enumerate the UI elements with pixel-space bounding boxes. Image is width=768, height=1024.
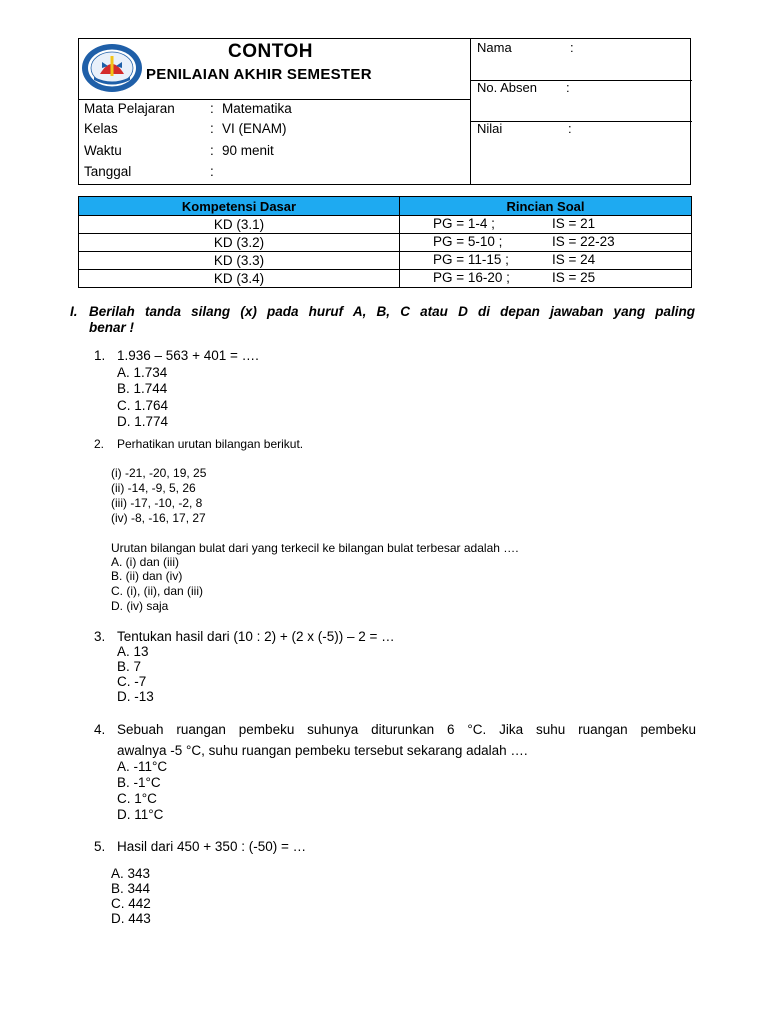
field-sep: : xyxy=(210,121,214,136)
instruction-line-1: Berilah tanda silang (x) pada huruf A, B, C atau D di depan jawaban yang paling xyxy=(89,304,695,319)
answer-option[interactable]: D. 443 xyxy=(111,911,151,926)
answer-option[interactable]: B. 1.744 xyxy=(117,381,168,396)
answer-option[interactable]: A. 343 xyxy=(111,866,151,881)
pg-range: PG = 16-20 ; xyxy=(433,270,510,285)
kd-table-header-kd: Kompetensi Dasar xyxy=(79,197,400,216)
question-text: Perhatikan urutan bilangan berikut. xyxy=(117,437,304,451)
instruction-line-2: benar ! xyxy=(89,320,135,335)
answer-option[interactable]: D. 1.774 xyxy=(117,414,169,429)
document-subtitle: PENILAIAN AKHIR SEMESTER xyxy=(146,66,372,83)
list-item: (iii) -17, -10, -2, 8 xyxy=(111,496,203,510)
answer-option[interactable]: B. -1°C xyxy=(117,775,161,790)
section-number: I. xyxy=(70,304,78,319)
answer-option[interactable]: A. -11°C xyxy=(117,759,168,774)
field-sep: : xyxy=(566,80,570,95)
question-text: 1.936 – 563 + 401 = …. xyxy=(117,348,259,363)
table-row xyxy=(79,216,692,234)
field-label-no-absen: No. Absen xyxy=(477,80,537,95)
field-sep: : xyxy=(210,101,214,116)
answer-option[interactable]: C. -7 xyxy=(117,674,147,689)
list-item: (iv) -8, -16, 17, 27 xyxy=(111,511,206,525)
is-range: IS = 22-23 xyxy=(552,234,615,249)
question-text: Sebuah ruangan pembeku suhunya diturunkan 6 °C. Jika suhu ruangan pembeku xyxy=(117,722,696,737)
answer-option[interactable]: A. 13 xyxy=(117,644,149,659)
is-range: IS = 25 xyxy=(552,270,596,285)
kd-table-header-row xyxy=(79,197,692,216)
question-text: Hasil dari 450 + 350 : (-50) = … xyxy=(117,839,307,854)
answer-option[interactable]: A. (i) dan (iii) xyxy=(111,555,180,569)
rincian-cell xyxy=(400,252,692,270)
field-sep: : xyxy=(210,143,214,158)
header-divider-vertical xyxy=(470,39,471,185)
kd-table-header-rincian: Rincian Soal xyxy=(400,197,692,216)
field-label-kelas: Kelas xyxy=(84,121,118,136)
question-text-2: Urutan bilangan bulat dari yang terkecil ke bilangan bulat terbesar adalah …. xyxy=(111,541,519,555)
pg-range: PG = 1-4 ; xyxy=(433,216,495,231)
kd-table xyxy=(78,196,692,288)
question-text-line-2: awalnya -5 °C, suhu ruangan pembeku tersebut sekarang adalah …. xyxy=(117,743,528,758)
table-row xyxy=(79,270,692,288)
rincian-cell xyxy=(400,270,692,288)
field-label-waktu: Waktu xyxy=(84,143,122,158)
tut-wuri-handayani-logo-icon xyxy=(80,42,144,94)
table-row xyxy=(79,252,692,270)
is-range: IS = 21 xyxy=(552,216,596,231)
answer-option[interactable]: C. 442 xyxy=(111,896,151,911)
header-divider-left xyxy=(79,99,470,100)
header-divider-right-2 xyxy=(470,121,692,122)
kd-cell: KD (3.4) xyxy=(79,270,400,288)
field-value-kelas: VI (ENAM) xyxy=(222,121,287,136)
question-text: Tentukan hasil dari (10 : 2) + (2 x (-5)) – 2 = … xyxy=(117,629,395,644)
answer-option[interactable]: D. (iv) saja xyxy=(111,599,169,613)
field-sep: : xyxy=(568,121,572,136)
answer-option[interactable]: D. 11°C xyxy=(117,807,164,822)
rincian-cell xyxy=(400,234,692,252)
answer-option[interactable]: B. 7 xyxy=(117,659,142,674)
question-number: 3. xyxy=(94,629,106,644)
field-label-tanggal: Tanggal xyxy=(84,164,132,179)
answer-option[interactable]: C. 1.764 xyxy=(117,398,169,413)
field-label-nilai: Nilai xyxy=(477,121,503,136)
question-number: 5. xyxy=(94,839,106,854)
rincian-cell xyxy=(400,216,692,234)
field-value-waktu: 90 menit xyxy=(222,143,274,158)
field-sep: : xyxy=(570,40,574,55)
question-number: 2. xyxy=(94,437,105,451)
is-range: IS = 24 xyxy=(552,252,596,267)
answer-option[interactable]: A. 1.734 xyxy=(117,365,168,380)
pg-range: PG = 5-10 ; xyxy=(433,234,503,249)
table-row xyxy=(79,234,692,252)
question-number: 1. xyxy=(94,348,106,363)
kd-cell: KD (3.1) xyxy=(79,216,400,234)
field-value-mata-pelajaran: Matematika xyxy=(222,101,292,116)
question-number: 4. xyxy=(94,722,106,737)
answer-option[interactable]: C. (i), (ii), dan (iii) xyxy=(111,584,203,598)
field-label-mata-pelajaran: Mata Pelajaran xyxy=(84,101,175,116)
kd-cell: KD (3.2) xyxy=(79,234,400,252)
pg-range: PG = 11-15 ; xyxy=(433,252,509,267)
answer-option[interactable]: B. (ii) dan (iv) xyxy=(111,569,183,583)
answer-option[interactable]: C. 1°C xyxy=(117,791,157,806)
document-title: CONTOH xyxy=(228,41,313,62)
list-item: (ii) -14, -9, 5, 26 xyxy=(111,481,196,495)
answer-option[interactable]: D. -13 xyxy=(117,689,154,704)
list-item: (i) -21, -20, 19, 25 xyxy=(111,466,207,480)
kd-cell: KD (3.3) xyxy=(79,252,400,270)
answer-option[interactable]: B. 344 xyxy=(111,881,151,896)
field-label-nama: Nama xyxy=(477,40,512,55)
field-sep: : xyxy=(210,164,214,179)
